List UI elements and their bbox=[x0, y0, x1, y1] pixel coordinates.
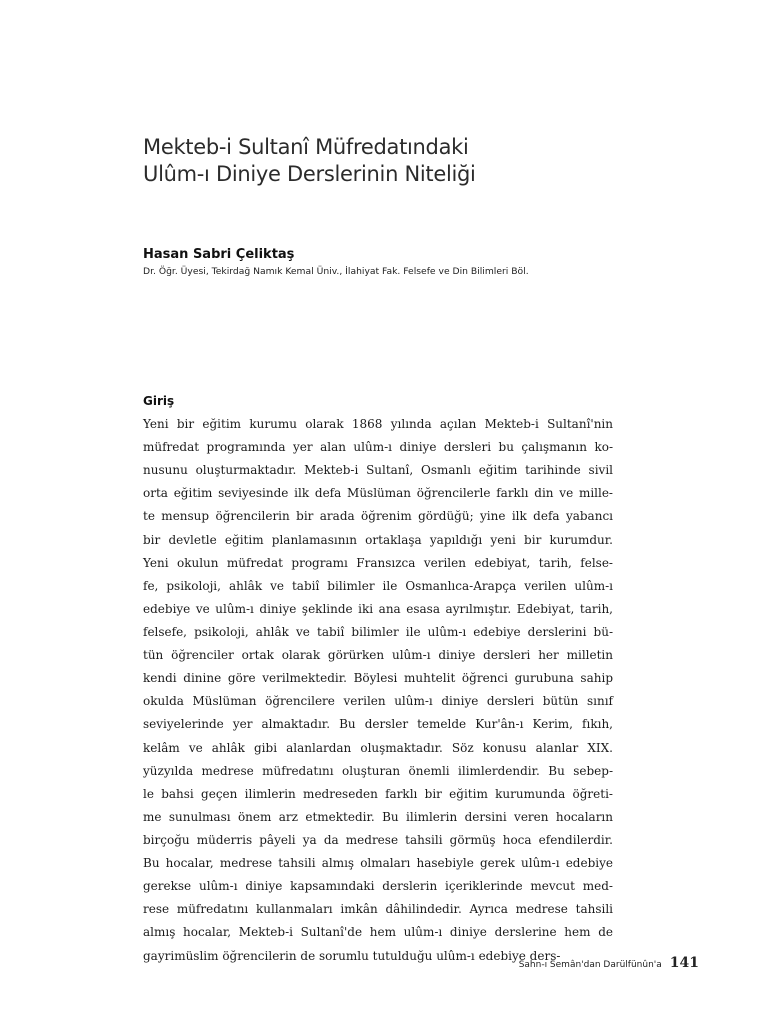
text-line: almış hocalar, Mekteb-i Sultanî'de hem ulûm-ı diniye derslerine hem de bbox=[143, 925, 613, 940]
page-number: 141 bbox=[669, 955, 699, 971]
text-line: te mensup öğrencilerin bir arada öğrenim gördüğü; yine ilk defa yabancı bbox=[143, 509, 613, 524]
text-line: edebiye ve ulûm-ı diniye şeklinde iki ana esasa ayrılmıştır. Edebiyat, tarih, bbox=[143, 601, 613, 616]
author-name: Hasan Sabri Çeliktaş bbox=[143, 247, 295, 262]
text-line: müfredat programında yer alan ulûm-ı diniye dersleri bu çalışmanın ko- bbox=[143, 440, 613, 455]
text-line: gayrimüslim öğrencilerin de sorumlu tutulduğu ulûm-ı edebiye ders- bbox=[143, 948, 561, 963]
author-block bbox=[143, 247, 663, 278]
text-line: Bu hocalar, medrese tahsili almış olmaları hasebiyle gerek ulûm-ı edebiye bbox=[143, 856, 613, 871]
article-title bbox=[143, 134, 663, 188]
section-heading: Giriş bbox=[143, 394, 175, 408]
text-line: Yeni okulun müfredat programı Fransızca verilen edebiyat, tarih, felse- bbox=[143, 555, 613, 570]
text-line: kelâm ve ahlâk gibi alanlardan oluşmaktadır. Söz konusu alanlar XIX. bbox=[143, 740, 613, 755]
text-line: me sunulması önem arz etmektedir. Bu ilimlerin dersini veren hocaların bbox=[143, 809, 613, 824]
running-title: Sahn-ı Semân'dan Darülfünûn'a bbox=[518, 960, 662, 970]
text-line: felsefe, psikoloji, ahlâk ve tabiî bilimler ile ulûm-ı edebiye derslerini bü- bbox=[143, 624, 613, 639]
text-line: yüzyılda medrese müfredatını oluşturan önemli ilimlerdendir. Bu sebep- bbox=[143, 763, 613, 778]
text-line: seviyelerinde yer almaktadır. Bu dersler temelde Kur'ân-ı Kerim, fıkıh, bbox=[143, 717, 613, 732]
text-line: tün öğrenciler ortak olarak görürken ulûm-ı diniye dersleri her milletin bbox=[143, 648, 613, 663]
title-line: Mekteb-i Sultanî Müfredatındaki bbox=[143, 135, 469, 159]
text-line: fe, psikoloji, ahlâk ve tabiî bilimler ile Osmanlıca-Arapça verilen ulûm-ı bbox=[143, 578, 613, 593]
title-line: Ulûm-ı Diniye Derslerinin Niteliği bbox=[143, 162, 476, 186]
text-line: gerekse ulûm-ı diniye kapsamındaki derslerin içeriklerinde mevcut med- bbox=[143, 879, 613, 894]
author-affiliation: Dr. Öğr. Üyesi, Tekirdağ Namık Kemal Üniv., İlahiyat Fak. Felsefe ve Din Bilimleri Böl. bbox=[143, 266, 529, 277]
text-line: nusunu oluşturmaktadır. Mekteb-i Sultanî, Osmanlı eğitim tarihinde sivil bbox=[143, 463, 613, 478]
text-line: okulda Müslüman öğrencilere verilen ulûm-ı diniye dersleri bütün sınıf bbox=[143, 694, 613, 709]
text-line: birçoğu müderris pâyeli ya da medrese tahsili görmüş hoca efendilerdir. bbox=[143, 832, 613, 847]
body-paragraph bbox=[143, 413, 613, 968]
text-line: orta eğitim seviyesinde ilk defa Müslüman öğrencilerle farklı din ve mille- bbox=[143, 486, 613, 501]
page-footer bbox=[519, 955, 699, 971]
text-line: bir devletle eğitim planlamasının ortaklaşa yapıldığı yeni bir kurumdur. bbox=[143, 532, 613, 547]
text-line: Yeni bir eğitim kurumu olarak 1868 yılında açılan Mekteb-i Sultanî'nin bbox=[143, 417, 613, 431]
text-line: le bahsi geçen ilimlerin medreseden farklı bir eğitim kurumunda öğreti- bbox=[143, 786, 613, 801]
text-line: kendi dinine göre verilmektedir. Böylesi muhtelit öğrenci gurubuna sahip bbox=[143, 671, 613, 686]
text-line: rese müfredatını kullanmaları imkân dâhilindedir. Ayrıca medrese tahsili bbox=[143, 902, 613, 917]
